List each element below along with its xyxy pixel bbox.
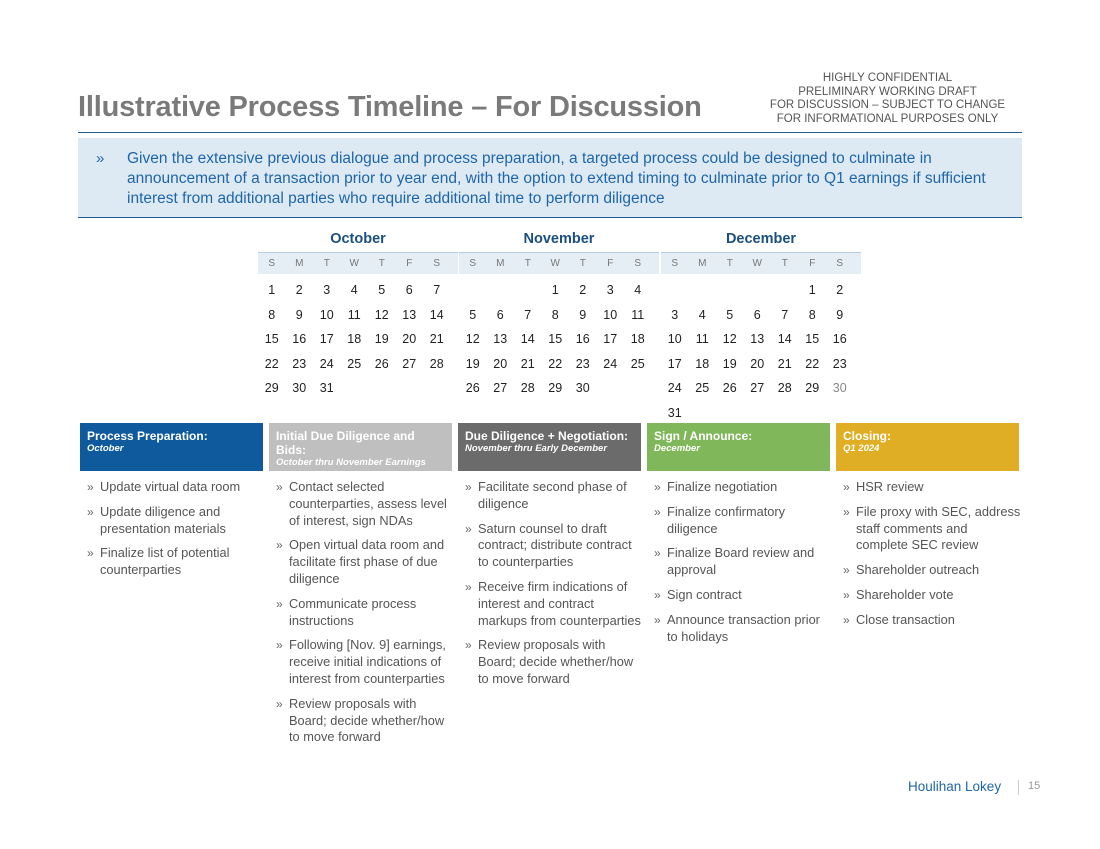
calendar-day: 8 — [808, 307, 816, 322]
calendar-day: 30 — [575, 381, 590, 395]
list-item: » Following [Nov. 9] earnings, receive initial indications of interest from counterparties — [276, 637, 454, 687]
calendar-day: 14 — [429, 307, 444, 322]
calendar-day: 30 — [292, 381, 307, 395]
calendar-day: 5 — [726, 307, 734, 322]
calendar-day: 23 — [575, 356, 590, 371]
weekday-label: T — [726, 258, 733, 269]
calendar-day: 14 — [777, 332, 792, 346]
calendar-month — [258, 231, 458, 395]
list-item: » Sign contract — [654, 587, 834, 604]
calendar-day: 15 — [264, 332, 279, 346]
calendar-blank — [744, 278, 772, 303]
calendar-day: 15 — [805, 332, 820, 346]
calendar-day: 26 — [722, 381, 737, 395]
callout-text: Given the extensive previous dialogue and process preparation, a targeted process could be designed to culminate in announcement of a transaction prior to year end, with the option to extend timing to culminate prior to Q1 earnings if sufficient interest from additional parties who require additional time to perform diligence — [127, 150, 986, 207]
calendar-blank — [771, 278, 799, 303]
calendar-day: 24 — [667, 381, 682, 395]
calendar-day: 26 — [465, 381, 480, 395]
list-item: » Open virtual data room and facilitate first phase of due diligence — [276, 537, 454, 587]
weekday-label: T — [323, 258, 330, 269]
list-item: » Finalize Board review and approval — [654, 545, 834, 579]
calendar-day: 25 — [347, 356, 362, 371]
weekday-label: F — [607, 258, 614, 269]
calendar-day: 12 — [465, 332, 480, 346]
calendar-day: 13 — [750, 332, 765, 346]
calendar-day: 10 — [603, 307, 618, 322]
weekday-label: W — [349, 258, 359, 269]
list-item: » Announce transaction prior to holidays — [654, 612, 834, 646]
page-number: 15 — [1028, 780, 1041, 792]
weekday-label: F — [406, 258, 413, 269]
phase-header — [647, 423, 830, 471]
calendar-day: 30 — [832, 381, 847, 395]
calendar-day: 13 — [493, 332, 508, 346]
calendar-day: 29 — [548, 381, 563, 395]
weekday-header — [459, 252, 659, 274]
footer-divider — [1018, 780, 1019, 795]
calendar-blank — [514, 278, 542, 303]
calendar-day: 4 — [350, 283, 358, 297]
calendar-day: 18 — [695, 356, 710, 371]
calendar-day: 3 — [323, 283, 331, 297]
calendar-day: 15 — [548, 332, 563, 346]
phase-title: Sign / Announce: — [654, 429, 753, 443]
calendar-day: 3 — [671, 307, 679, 322]
calendar-day: 27 — [402, 356, 417, 371]
calendar-day: 17 — [319, 332, 334, 346]
calendar-day: 18 — [347, 332, 362, 346]
calendar-day: 22 — [264, 356, 279, 371]
month-name: October — [330, 231, 386, 247]
calendar-day: 11 — [347, 307, 361, 322]
weekday-label: M — [698, 258, 707, 269]
calendar-day: 18 — [630, 332, 645, 346]
weekday-label: S — [671, 258, 679, 269]
calendar-day: 9 — [836, 307, 844, 322]
confidential-line: PRELIMINARY WORKING DRAFT — [798, 85, 977, 98]
weekday-label: W — [550, 258, 560, 269]
weekday-label: S — [634, 258, 642, 269]
list-item: » HSR review — [843, 479, 1021, 496]
calendar-day: 25 — [630, 356, 645, 371]
callout-bullet: » — [96, 150, 105, 167]
list-item: » Communicate process instructions — [276, 596, 454, 630]
weekday-label: M — [295, 258, 304, 269]
weekday-label: T — [378, 258, 385, 269]
calendar-day: 21 — [429, 332, 444, 346]
month-days — [258, 278, 458, 401]
brand-name: Houlihan Lokey — [908, 779, 1002, 794]
calendar-day: 1 — [551, 283, 559, 297]
calendar-day: 11 — [631, 307, 645, 322]
calendar-day: 11 — [695, 332, 709, 346]
calendar-day: 26 — [374, 356, 389, 371]
calendar-day: 1 — [268, 283, 276, 297]
list-item: » Contact selected counterparties, assess level of interest, sign NDAs — [276, 479, 454, 529]
calendar-day: 5 — [469, 307, 477, 322]
calendar-day: 17 — [667, 356, 682, 371]
phase-subtitle: October — [87, 443, 124, 454]
phase-header — [269, 423, 452, 471]
list-item: » Update virtual data room — [87, 479, 273, 496]
list-item: » Saturn counsel to draft contract; distribute contract to counterparties — [465, 521, 645, 571]
calendar-day: 24 — [603, 356, 618, 371]
phase-task-list — [843, 479, 1021, 637]
phase-header — [80, 423, 263, 471]
calendar-day: 16 — [832, 332, 847, 346]
calendar-blank — [487, 278, 515, 303]
calendar-day: 12 — [374, 307, 389, 322]
phase-subtitle: December — [654, 443, 700, 454]
calendar-day: 1 — [808, 283, 816, 297]
calendar-blank — [716, 278, 744, 303]
confidential-line: FOR DISCUSSION – SUBJECT TO CHANGE — [769, 99, 1006, 111]
weekday-label: T — [579, 258, 586, 269]
phase-subtitle: November thru Early December — [465, 443, 608, 454]
calendar-day: 24 — [319, 356, 334, 371]
calendar-day: 7 — [524, 307, 532, 322]
confidential-line: HIGHLY CONFIDENTIAL — [822, 72, 953, 84]
list-item: » Finalize list of potential counterparties — [87, 545, 273, 579]
weekday-header — [258, 252, 458, 274]
calendar-month — [661, 231, 861, 420]
month-name: December — [725, 231, 797, 247]
title-divider — [78, 132, 1022, 133]
calendar-day: 5 — [378, 283, 386, 297]
phase-task-list — [654, 479, 834, 653]
weekday-label: T — [781, 258, 788, 269]
calendar-day: 22 — [805, 356, 820, 371]
calendar-day: 27 — [750, 381, 765, 395]
calendar-day: 20 — [402, 332, 417, 346]
confidential-line: FOR INFORMATIONAL PURPOSES ONLY — [776, 112, 999, 125]
summary-callout — [78, 138, 1022, 218]
calendar-day: 9 — [295, 307, 303, 322]
list-item: » Close transaction — [843, 612, 1021, 629]
calendar-day: 23 — [832, 356, 847, 371]
calendar-day: 6 — [496, 307, 504, 322]
weekday-label: W — [752, 258, 762, 269]
calendar-blank — [459, 278, 487, 303]
calendar-day: 9 — [579, 307, 587, 322]
weekday-label: S — [469, 258, 477, 269]
calendar-day: 20 — [750, 356, 765, 371]
calendar-day: 21 — [777, 356, 792, 371]
calendar-day: 20 — [493, 356, 508, 371]
calendar-day: 29 — [805, 381, 820, 395]
page-title: Illustrative Process Timeline – For Discussion — [78, 91, 702, 123]
calendar-day: 13 — [402, 307, 417, 322]
calendar-day: 6 — [753, 307, 761, 322]
month-name: November — [523, 231, 595, 247]
calendar-day: 2 — [836, 283, 844, 297]
phase-subtitle: Q1 2024 — [843, 443, 880, 454]
weekday-label: M — [496, 258, 505, 269]
calendar-day: 16 — [575, 332, 590, 346]
calendar-day: 2 — [579, 283, 587, 297]
phase-title: Initial Due Diligence and Bids: — [276, 429, 415, 457]
calendar-day: 2 — [295, 283, 303, 297]
calendar-day: 7 — [781, 307, 789, 322]
calendar-day: 14 — [520, 332, 535, 346]
weekday-label: S — [268, 258, 276, 269]
phase-header — [458, 423, 641, 471]
calendar-day: 28 — [520, 381, 535, 395]
month-days — [459, 278, 659, 401]
list-item: » Finalize negotiation — [654, 479, 834, 496]
calendar-day: 16 — [292, 332, 307, 346]
calendar-day: 17 — [603, 332, 618, 346]
calendar-day: 21 — [520, 356, 535, 371]
calendar-day: 27 — [493, 381, 508, 395]
weekday-label: S — [433, 258, 441, 269]
list-item: » Shareholder vote — [843, 587, 1021, 604]
calendar-day: 28 — [429, 356, 444, 371]
list-item: » Review proposals with Board; decide whether/how to move forward — [465, 637, 645, 687]
list-item: » Facilitate second phase of diligence — [465, 479, 645, 513]
list-item: » Receive firm indications of interest and contract markups from counterparties — [465, 579, 645, 629]
calendar-day: 22 — [548, 356, 563, 371]
calendar-day: 8 — [551, 307, 559, 322]
calendar-day: 31 — [319, 381, 334, 395]
phase-task-list — [465, 479, 645, 696]
phase-header — [836, 423, 1019, 471]
confidentiality-notice — [755, 72, 1020, 126]
calendar-day: 10 — [667, 332, 682, 346]
calendar-day: 8 — [268, 307, 276, 322]
phase-subtitle: October thru November Earnings — [276, 457, 426, 468]
calendar-day: 25 — [695, 381, 710, 395]
weekday-label: S — [836, 258, 844, 269]
calendar-day: 23 — [292, 356, 307, 371]
phase-task-list — [87, 479, 273, 587]
calendar-day: 28 — [777, 381, 792, 395]
phase-title: Closing: — [843, 429, 891, 443]
weekday-label: F — [809, 258, 816, 269]
list-item: » File proxy with SEC, address staff comments and complete SEC review — [843, 504, 1021, 554]
phase-title: Process Preparation: — [87, 429, 208, 443]
calendar-day: 4 — [634, 283, 642, 297]
calendar-day: 19 — [374, 332, 389, 346]
calendar-day: 12 — [722, 332, 737, 346]
weekday-header — [661, 252, 861, 274]
list-item: » Shareholder outreach — [843, 562, 1021, 579]
calendar-day: 10 — [319, 307, 334, 322]
weekday-label: T — [524, 258, 531, 269]
calendar-month — [459, 231, 659, 395]
calendar-day: 19 — [465, 356, 480, 371]
calendar-blank — [689, 278, 717, 303]
calendar-day: 31 — [667, 405, 682, 420]
list-item: » Update diligence and presentation materials — [87, 504, 273, 538]
calendar-day: 29 — [264, 381, 279, 395]
phase-title: Due Diligence + Negotiation: — [465, 429, 629, 443]
month-days — [661, 278, 861, 425]
calendar-blank — [661, 278, 689, 303]
calendar-day: 4 — [698, 307, 706, 322]
calendar-day: 7 — [433, 283, 441, 297]
list-item: » Review proposals with Board; decide whether/how to move forward — [276, 696, 454, 746]
calendar-day: 19 — [722, 356, 737, 371]
phase-task-list — [276, 479, 454, 754]
calendar-day: 6 — [405, 283, 413, 297]
calendar-day: 3 — [606, 283, 614, 297]
list-item: » Finalize confirmatory diligence — [654, 504, 834, 538]
